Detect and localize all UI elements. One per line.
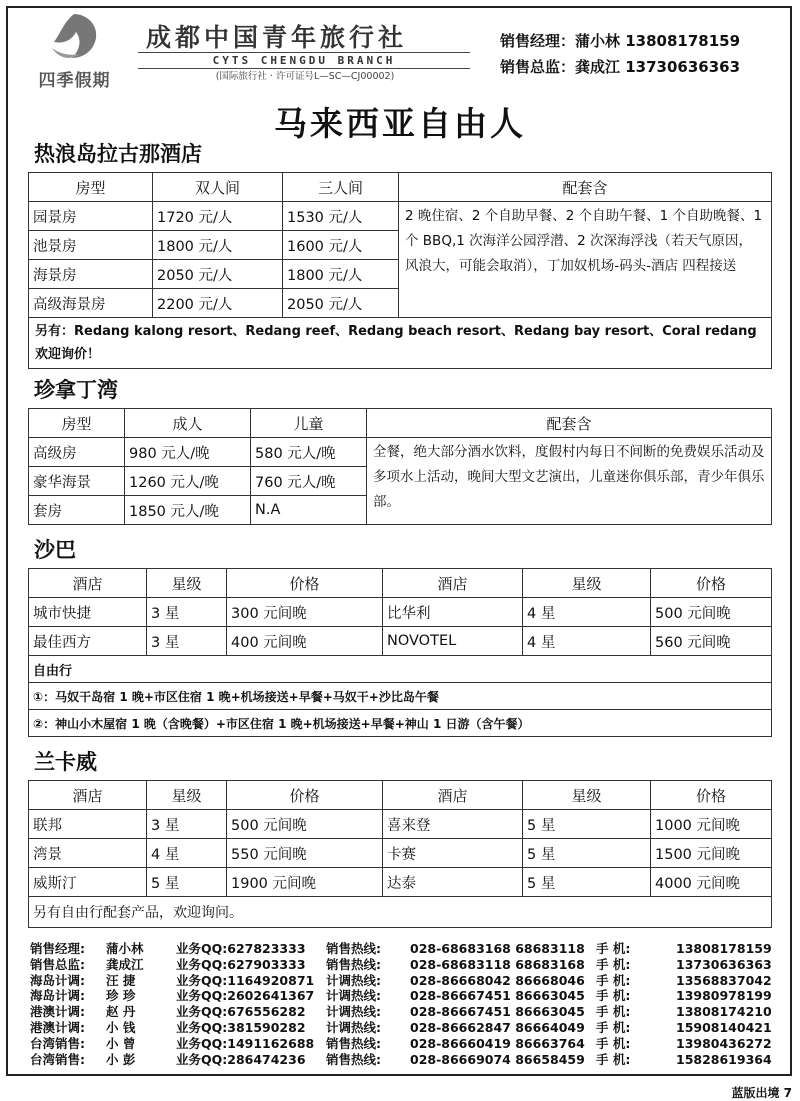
contact-row <box>30 1036 772 1052</box>
contact-mobile: 13808174210 <box>676 1004 772 1020</box>
hotel-name: 湾景 <box>29 839 147 868</box>
table-row <box>29 627 772 656</box>
hotel-name: NOVOTEL <box>383 627 523 656</box>
contact-name: 汪 捷 <box>106 972 136 988</box>
contact-qq: 业务QQ:2602641367 <box>176 988 315 1004</box>
hotel-price: 560 元间晚 <box>651 627 772 656</box>
table-header: 星级 <box>523 569 651 598</box>
contact-qq: 业务QQ:1491162688 <box>176 1035 315 1051</box>
logo <box>22 10 127 91</box>
contact-role: 港澳计调: <box>30 1019 85 1035</box>
hotel-price: 300 元间晚 <box>227 598 383 627</box>
contact-mobile: 13730636363 <box>676 956 772 972</box>
contact-name: 小 钱 <box>106 1019 136 1035</box>
hotel-stars: 4 星 <box>523 598 651 627</box>
section-title-tioman: 珍拿丁湾 <box>34 378 118 402</box>
contact-hotline-label: 计调热线: <box>326 972 381 988</box>
langkawi-table <box>28 780 772 928</box>
contact-role: 台湾销售: <box>30 1035 85 1051</box>
table-header: 价格 <box>651 569 772 598</box>
contact-hotline: 028-86662847 86664049 <box>410 1019 585 1035</box>
contact-hotline: 028-86668042 86668046 <box>410 972 585 988</box>
contact-hotline: 028-86669074 86658459 <box>410 1051 585 1067</box>
agency-name: 成都中国青年旅行社 <box>146 23 408 52</box>
price-triple: 2050 元/人 <box>283 289 399 318</box>
package-details: 全餐，绝大部分酒水饮料，度假村内每日不间断的免费娱乐活动及多项水上活动，晚间大型文艺演出，儿童迷你俱乐部，青少年俱乐部。 <box>367 438 772 525</box>
contact-mobile-label: 手 机: <box>596 988 631 1004</box>
table-header: 房型 <box>29 409 125 438</box>
contact-qq: 业务QQ:1164920871 <box>176 972 315 988</box>
hotel-stars: 3 星 <box>147 810 227 839</box>
table-header: 三人间 <box>283 173 399 202</box>
hotel-price: 500 元间晚 <box>651 598 772 627</box>
hotel-stars: 4 星 <box>523 627 651 656</box>
table-header: 价格 <box>651 781 772 810</box>
contact-role: 海岛计调: <box>30 988 85 1004</box>
table-header: 配套含 <box>367 409 772 438</box>
hotel-name: 卡赛 <box>383 839 523 868</box>
contact-qq: 业务QQ:286474236 <box>176 1051 306 1067</box>
contact-mobile: 13980978199 <box>676 988 772 1004</box>
agency-license: (国际旅行社 · 许可证号L—SC—CJ00002) <box>215 71 395 82</box>
contact-row <box>30 1020 772 1036</box>
table-header: 酒店 <box>383 781 523 810</box>
table-header: 儿童 <box>251 409 367 438</box>
price-child: N.A <box>251 496 367 525</box>
hotel-stars: 3 星 <box>147 627 227 656</box>
table-header: 星级 <box>523 781 651 810</box>
table-header: 酒店 <box>383 569 523 598</box>
contact-hotline: 028-68683118 68683168 <box>410 956 585 972</box>
hotel-name: 联邦 <box>29 810 147 839</box>
table-row <box>29 438 772 467</box>
contact-row <box>30 973 772 989</box>
contact-mobile-label: 手 机: <box>596 1004 631 1020</box>
room-type: 园景房 <box>29 202 153 231</box>
contact-qq: 业务QQ:627903333 <box>176 956 306 972</box>
price-child: 760 元人/晚 <box>251 467 367 496</box>
page-footer: 蓝版出境 7 <box>731 1086 792 1100</box>
hotel-name: 城市快捷 <box>29 598 147 627</box>
contact-hotline-label: 计调热线: <box>326 1004 381 1020</box>
contact-name: 小 曾 <box>106 1035 136 1051</box>
contact-name: 小 彭 <box>106 1051 136 1067</box>
price-triple: 1530 元/人 <box>283 202 399 231</box>
contact-mobile-label: 手 机: <box>596 1019 631 1035</box>
redang-note: 另有：Redang kalong resort、Redang reef、Redang beach resort、Redang bay resort、Coral redang 欢迎询价！ <box>29 318 772 369</box>
hotel-price: 4000 元间晚 <box>651 868 772 897</box>
hotel-name: 达泰 <box>383 868 523 897</box>
table-header: 配套含 <box>399 173 772 202</box>
table-row <box>29 868 772 897</box>
contact-name: 赵 丹 <box>106 1004 136 1020</box>
logo-text: 四季假期 <box>38 71 111 91</box>
hotel-stars: 5 星 <box>523 810 651 839</box>
logo-mark-icon <box>46 10 102 62</box>
contact-hotline-label: 销售热线: <box>326 956 381 972</box>
contact-role: 港澳计调: <box>30 1004 85 1020</box>
contact-mobile-label: 手 机: <box>596 941 631 956</box>
contact-hotline: 028-86667451 86663045 <box>410 1004 585 1020</box>
table-header: 成人 <box>125 409 251 438</box>
table-header: 双人间 <box>153 173 283 202</box>
price-double: 1800 元/人 <box>153 231 283 260</box>
redang-table <box>28 172 772 369</box>
contact-hotline-label: 销售热线: <box>326 941 381 956</box>
header-contact-director: 销售总监：龚成江 13730636363 <box>500 58 741 76</box>
hotel-name: 喜来登 <box>383 810 523 839</box>
price-double: 2050 元/人 <box>153 260 283 289</box>
contact-name: 珍 珍 <box>106 988 136 1004</box>
contact-name: 龚成江 <box>106 956 144 972</box>
hotel-stars: 5 星 <box>523 839 651 868</box>
contact-hotline-label: 计调热线: <box>326 1019 381 1035</box>
table-header: 价格 <box>227 569 383 598</box>
hotel-name: 比华利 <box>383 598 523 627</box>
hotel-name: 威斯汀 <box>29 868 147 897</box>
contact-row <box>30 1004 772 1020</box>
contact-role: 海岛计调: <box>30 972 85 988</box>
contact-hotline-label: 销售热线: <box>326 1035 381 1051</box>
room-type: 池景房 <box>29 231 153 260</box>
price-adult: 1850 元人/晚 <box>125 496 251 525</box>
contact-mobile: 15908140421 <box>676 1019 772 1035</box>
contact-role: 销售总监: <box>30 956 85 972</box>
table-row <box>29 839 772 868</box>
hotel-stars: 4 星 <box>147 839 227 868</box>
contact-qq: 业务QQ:627823333 <box>176 941 306 956</box>
price-triple: 1800 元/人 <box>283 260 399 289</box>
price-double: 2200 元/人 <box>153 289 283 318</box>
contact-qq: 业务QQ:381590282 <box>176 1019 306 1035</box>
table-header: 星级 <box>147 569 227 598</box>
contact-hotline-label: 销售热线: <box>326 1051 381 1067</box>
contact-row <box>30 957 772 973</box>
contact-mobile: 15828619364 <box>676 1051 772 1067</box>
hotel-price: 1000 元间晚 <box>651 810 772 839</box>
table-header: 价格 <box>227 781 383 810</box>
free-travel-option: ①：马奴干岛宿 1 晚+市区住宿 1 晚+机场接送+早餐+马奴干+沙比岛午餐 <box>29 683 772 710</box>
section-title-sabah: 沙巴 <box>34 538 76 562</box>
room-type: 高级海景房 <box>29 289 153 318</box>
hotel-price: 1900 元间晚 <box>227 868 383 897</box>
package-details: 2 晚住宿、2 个自助早餐、2 个自助午餐、1 个自助晚餐、1 个 BBQ,1 次海洋公园浮潜、2 次深海浮浅（若天气原因，风浪大，可能会取消），丁加奴机场-码头-酒店 四程接送 <box>399 202 772 318</box>
sabah-table <box>28 568 772 737</box>
section-title-redang: 热浪岛拉古那酒店 <box>34 142 202 166</box>
hotel-price: 550 元间晚 <box>227 839 383 868</box>
table-row <box>29 810 772 839</box>
price-adult: 980 元人/晚 <box>125 438 251 467</box>
tioman-table <box>28 408 772 525</box>
free-travel-option: ②：神山小木屋宿 1 晚（含晚餐）+市区住宿 1 晚+机场接送+早餐+神山 1 日游（含午餐） <box>29 710 772 737</box>
price-adult: 1260 元人/晚 <box>125 467 251 496</box>
hotel-stars: 3 星 <box>147 598 227 627</box>
contact-mobile: 13808178159 <box>676 941 772 956</box>
hotel-name: 最佳西方 <box>29 627 147 656</box>
agency-name-en: CYTS CHENGDU BRANCH <box>138 52 470 69</box>
table-header: 酒店 <box>29 569 147 598</box>
hotel-stars: 5 星 <box>147 868 227 897</box>
contact-qq: 业务QQ:676556282 <box>176 1004 306 1020</box>
contact-role: 台湾销售: <box>30 1051 85 1067</box>
page-title: 马来西亚自由人 <box>274 104 526 143</box>
table-header: 房型 <box>29 173 153 202</box>
contact-mobile-label: 手 机: <box>596 1051 631 1067</box>
contact-mobile-label: 手 机: <box>596 1035 631 1051</box>
room-type: 套房 <box>29 496 125 525</box>
room-type: 高级房 <box>29 438 125 467</box>
header-contact-manager: 销售经理：蒲小林 13808178159 <box>500 32 741 50</box>
contact-name: 蒲小林 <box>106 941 144 956</box>
contact-list <box>30 941 772 1067</box>
contact-mobile: 13568837042 <box>676 972 772 988</box>
room-type: 豪华海景 <box>29 467 125 496</box>
hotel-price: 400 元间晚 <box>227 627 383 656</box>
table-row <box>29 202 772 231</box>
contact-role: 销售经理: <box>30 941 85 956</box>
table-header: 星级 <box>147 781 227 810</box>
table-header: 酒店 <box>29 781 147 810</box>
free-travel-title: 自由行 <box>29 656 772 683</box>
contact-hotline-label: 计调热线: <box>326 988 381 1004</box>
langkawi-note: 另有自由行配套产品，欢迎询问。 <box>29 897 772 928</box>
contact-mobile-label: 手 机: <box>596 972 631 988</box>
contact-mobile-label: 手 机: <box>596 956 631 972</box>
contact-row <box>30 941 772 957</box>
contact-row <box>30 1052 772 1068</box>
contact-hotline: 028-86667451 86663045 <box>410 988 585 1004</box>
hotel-stars: 5 星 <box>523 868 651 897</box>
contact-row <box>30 988 772 1004</box>
hotel-price: 500 元间晚 <box>227 810 383 839</box>
section-title-langkawi: 兰卡威 <box>34 750 97 774</box>
room-type: 海景房 <box>29 260 153 289</box>
price-triple: 1600 元/人 <box>283 231 399 260</box>
hotel-price: 1500 元间晚 <box>651 839 772 868</box>
price-double: 1720 元/人 <box>153 202 283 231</box>
contact-mobile: 13980436272 <box>676 1035 772 1051</box>
contact-hotline: 028-86660419 86663764 <box>410 1035 585 1051</box>
price-child: 580 元人/晚 <box>251 438 367 467</box>
table-row <box>29 598 772 627</box>
contact-hotline: 028-68683168 68683118 <box>410 941 585 956</box>
